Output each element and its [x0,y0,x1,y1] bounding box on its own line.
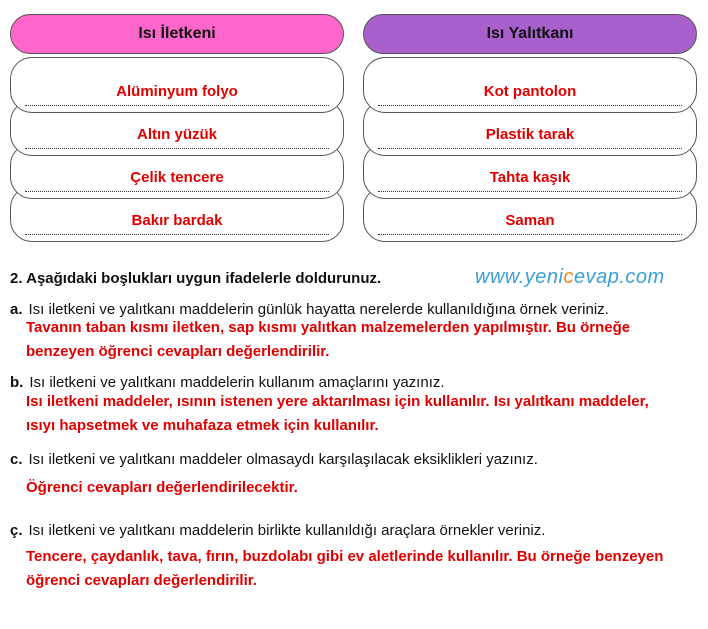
conductor-item-2: Altın yüzük [136,126,217,143]
conductor-column [10,14,346,242]
logo-prefix: www.yeni [475,266,564,288]
question-text: Isı iletkeni ve yalıtkanı maddelerin kullanım amaçlarını yazınız. [29,374,445,391]
section-title: 2. Aşağıdaki boşlukları uygun ifadelerle doldurunuz. [10,270,382,287]
dotted-line [378,191,682,192]
question-cc [10,522,545,539]
question-letter: c. [10,451,23,468]
site-logo [475,266,665,289]
dotted-line [25,234,329,235]
insulator-item-3: Tahta kaşık [489,169,571,186]
insulator-column [363,14,699,242]
insulator-item-1: Kot pantolon [483,83,577,100]
insulator-row-1 [363,57,697,113]
answer-cc [26,545,702,593]
answer-line: Tencere, çaydanlık, tava, fırın, buzdolabı gibi ev aletlerinde kullanılır. Bu örneğe benzeyen [26,548,664,565]
question-text: Isı iletkeni ve yalıtkanı maddelerin günlük hayatta nerelerde kullanıldığına örnek veriniz. [28,301,609,318]
question-text: Isı iletkeni ve yalıtkanı maddelerin birlikte kullanıldığı araçlara örnekler veriniz. [28,522,546,539]
answer-line: ısıyı hapsetmek ve muhafaza etmek için kullanılır. [26,417,379,434]
dotted-line [378,105,682,106]
insulator-header: Isı Yalıtkanı [363,14,697,54]
conductor-header: Isı İletkeni [10,14,344,54]
answer-line: Tavanın taban kısmı iletken, sap kısmı yalıtkan malzemelerden yapılmıştır. Bu örneğe [26,319,631,336]
answer-a [26,316,702,364]
question-b [10,374,445,391]
answer-line: Isı iletkeni maddeler, ısının istenen yere aktarılması için kullanılır. Isı yalıtkanı maddeler, [26,393,649,410]
conductor-item-3: Çelik tencere [130,169,224,186]
question-c [10,451,538,468]
dotted-line [378,234,682,235]
logo-c: c [563,266,574,288]
answer-line: Öğrenci cevapları değerlendirilecektir. [26,479,298,496]
conductor-item-4: Bakır bardak [131,212,223,229]
question-text: Isı iletkeni ve yalıtkanı maddeler olmasaydı karşılaşılacak eksiklikleri yazınız. [28,451,538,468]
answer-line: öğrenci cevapları değerlendirilir. [26,572,257,589]
question-letter: b. [10,374,24,391]
dotted-line [378,148,682,149]
dotted-line [25,191,329,192]
answer-b [26,390,702,438]
question-letter: ç. [10,522,23,539]
dotted-line [25,105,329,106]
logo-suffix: evap.com [573,266,665,288]
answer-c [26,476,702,500]
conductor-item-1: Alüminyum folyo [116,83,238,100]
insulator-item-2: Plastik tarak [485,126,575,143]
insulator-item-4: Saman [505,212,555,229]
conductor-row-1 [10,57,344,113]
question-letter: a. [10,301,23,318]
answer-line: benzeyen öğrenci cevapları değerlendirilir. [26,343,330,360]
dotted-line [25,148,329,149]
